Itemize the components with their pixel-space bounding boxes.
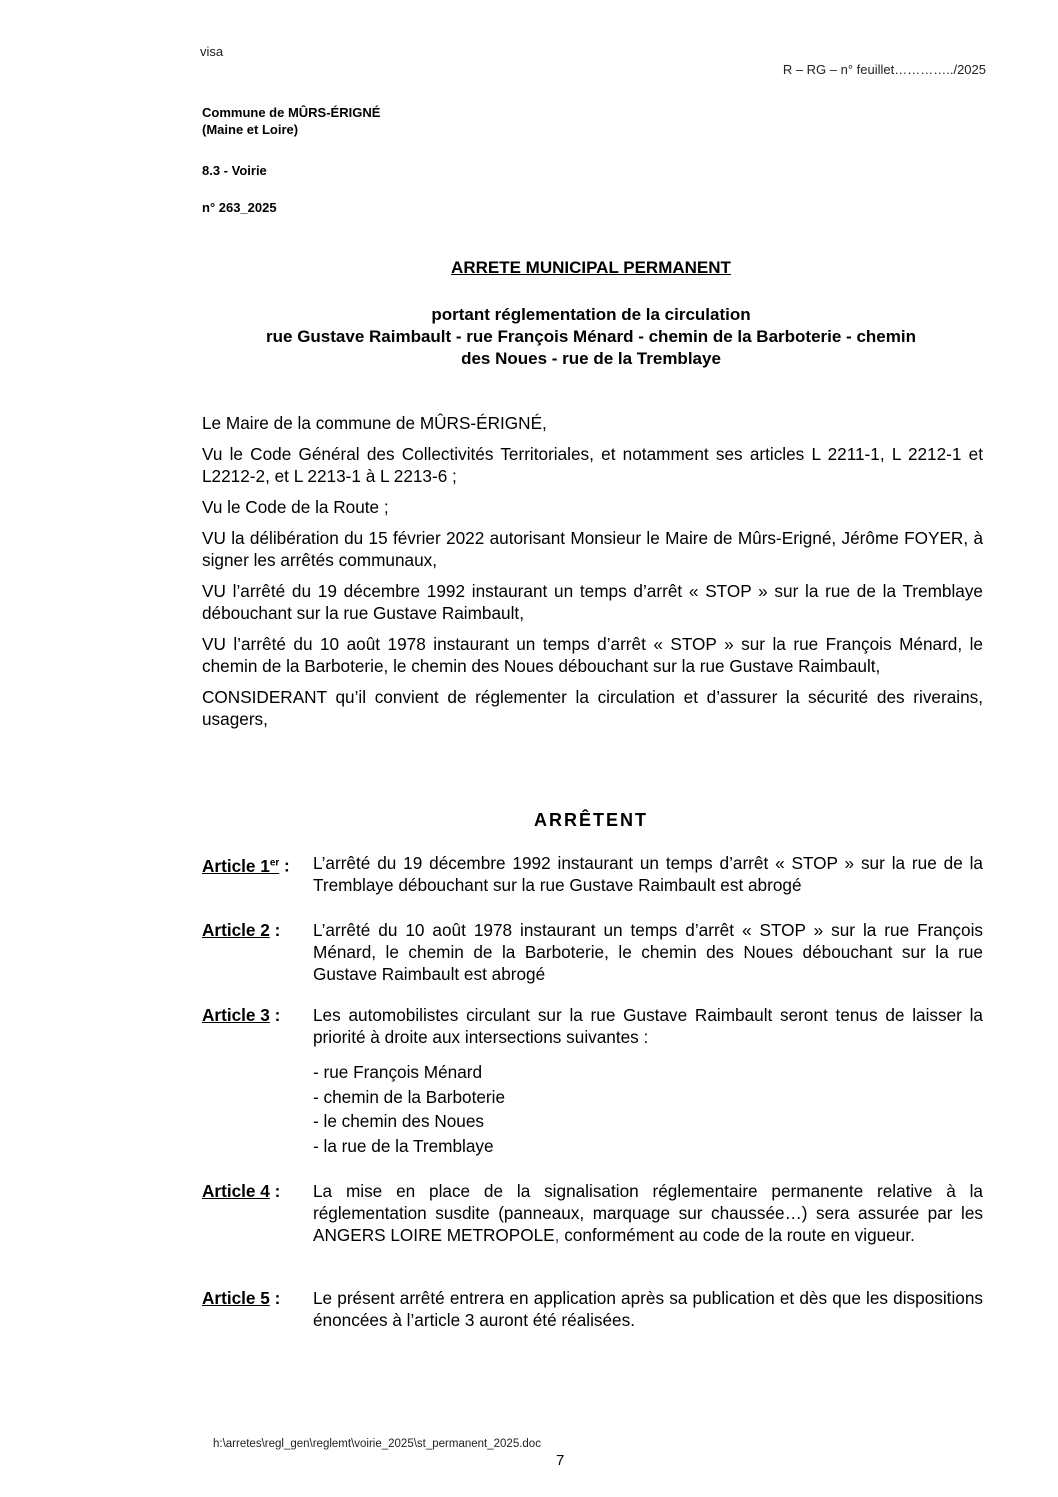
- decision-heading: ARRÊTENT: [534, 810, 648, 830]
- preamble-paragraph: Le Maire de la commune de MÛRS-ÉRIGNÉ,: [202, 413, 547, 433]
- subtitle-line: des Noues - rue de la Tremblaye: [461, 349, 721, 368]
- preamble-paragraph: VU l’arrêté du 19 décembre 1992 instaurant un temps d’arrêt « STOP » sur la rue de la Tremblaye débouchant sur la rue Gustave Raimbault,: [202, 581, 983, 623]
- list-item: - la rue de la Tremblaye: [313, 1135, 494, 1156]
- article-text: L’arrêté du 19 décembre 1992 instaurant un temps d’arrêt « STOP » sur la rue de la Tremblaye débouchant sur la rue Gustave Raimbault est abrogé: [313, 853, 983, 895]
- article-text: [313, 1004, 983, 1158]
- sheet-reference: R – RG – n° feuillet…………../2025: [782, 62, 986, 77]
- category: 8.3 - Voirie: [202, 163, 267, 178]
- preamble: [202, 412, 983, 739]
- article-paragraph: Les automobilistes circulant sur la rue Gustave Raimbault seront tenus de laisser la priorité à droite aux intersections suivantes :: [313, 1005, 983, 1047]
- article-4: [202, 1180, 983, 1246]
- article-label: Article 5 :: [202, 1288, 281, 1308]
- list-item: - chemin de la Barboterie: [313, 1086, 506, 1107]
- preamble-paragraph: CONSIDERANT qu’il convient de réglementer la circulation et d’assurer la sécurité des riverains, usagers,: [202, 687, 983, 729]
- article-label: Article 4 :: [202, 1181, 281, 1201]
- commune-block: [202, 104, 380, 138]
- subtitle-line: rue Gustave Raimbault - rue François Ménard - chemin de la Barboterie - chemin: [266, 327, 916, 346]
- article-5: [202, 1287, 983, 1331]
- article-1: [202, 852, 983, 896]
- document-subtitle: [200, 304, 982, 370]
- article-label: Article 2 :: [202, 920, 281, 940]
- preamble-paragraph: Vu le Code Général des Collectivités Territoriales, et notamment ses articles L 2211-1, L 2212-1 et L2212-2, et L 2213-1 à L 2213-6 ;: [202, 444, 983, 486]
- article-2: [202, 919, 983, 985]
- decree-number: n° 263_2025: [202, 200, 277, 215]
- list-item: - le chemin des Noues: [313, 1111, 485, 1131]
- preamble-paragraph: VU la délibération du 15 février 2022 autorisant Monsieur le Maire de Mûrs-Erigné, Jérôme FOYER, à signer les arrêtés communaux,: [202, 528, 983, 570]
- document-title: ARRETE MUNICIPAL PERMANENT: [451, 258, 731, 277]
- department: (Maine et Loire): [202, 122, 299, 137]
- article-label: Article 1er :: [202, 855, 290, 876]
- preamble-paragraph: Vu le Code de la Route ;: [202, 497, 389, 517]
- intersection-list: [313, 1060, 983, 1158]
- page-number: 7: [556, 1452, 565, 1469]
- article-3: [202, 1004, 983, 1158]
- list-item: - rue François Ménard: [313, 1062, 483, 1082]
- article-text: La mise en place de la signalisation réglementaire permanente relative à la réglementation susdite (panneaux, marquage sur chaussée…) sera assurée par les ANGERS LOIRE METROPOLE, conformément au code de la route en vigueur.: [313, 1181, 983, 1245]
- visa-label: visa: [200, 44, 224, 59]
- file-path: h:\arretes\regl_gen\reglemt\voirie_2025\st_permanent_2025.doc: [213, 1438, 541, 1450]
- article-text: L’arrêté du 10 août 1978 instaurant un temps d’arrêt « STOP » sur la rue François Ménard, le chemin de la Barboterie, le chemin des Noues débouchant sur la rue Gustave Raimbault est abrogé: [313, 920, 983, 984]
- commune-name: Commune de MÛRS-ÉRIGNÉ: [202, 105, 381, 120]
- subtitle-line: portant réglementation de la circulation: [431, 305, 751, 324]
- article-text: Le présent arrêté entrera en application après sa publication et dès que les dispositions énoncées à l’article 3 auront été réalisées.: [313, 1288, 983, 1330]
- preamble-paragraph: VU l’arrêté du 10 août 1978 instaurant un temps d’arrêt « STOP » sur la rue François Ménard, le chemin de la Barboterie, le chemin des Noues débouchant sur la rue Gustave Raimbault,: [202, 634, 983, 676]
- article-label: Article 3 :: [202, 1005, 281, 1025]
